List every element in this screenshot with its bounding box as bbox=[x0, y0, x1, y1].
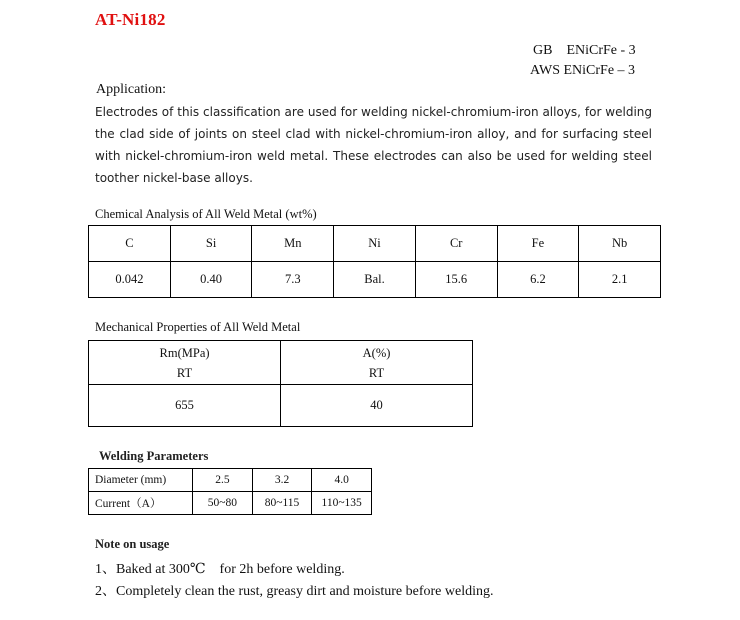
table-row bbox=[89, 492, 372, 515]
element-value: 15.6 bbox=[415, 262, 497, 298]
application-heading: Application: bbox=[96, 82, 166, 97]
element-header: Nb bbox=[579, 226, 661, 262]
element-value: 0.042 bbox=[89, 262, 171, 298]
welding-parameters-label: Welding Parameters bbox=[99, 449, 209, 463]
element-header: Mn bbox=[252, 226, 334, 262]
table-row bbox=[89, 341, 473, 385]
element-value: 0.40 bbox=[170, 262, 252, 298]
mechanical-properties-label: Mechanical Properties of All Weld Metal bbox=[95, 320, 301, 334]
current-value: 80~115 bbox=[252, 492, 312, 515]
chemical-analysis-table bbox=[88, 225, 661, 298]
note-item: 2、Completely clean the rust, greasy dirt and moisture before welding. bbox=[95, 584, 494, 599]
table-row bbox=[89, 469, 372, 492]
note-on-usage-label: Note on usage bbox=[95, 537, 170, 551]
row-label: Diameter (mm) bbox=[89, 469, 193, 492]
gb-label: GB bbox=[533, 43, 553, 58]
diameter-value: 4.0 bbox=[312, 469, 372, 492]
element-header: Cr bbox=[415, 226, 497, 262]
element-header: Ni bbox=[334, 226, 416, 262]
element-value: Bal. bbox=[334, 262, 416, 298]
application-text: Electrodes of this classification are used for welding nickel-chromium-iron alloys, for welding the clad side of joints on steel clad with nickel-chromium-iron alloy, and for surfacing steel with nickel-chromium-iron weld metal. These electrodes can also be used for welding steel toother nickel-base alloys. bbox=[95, 105, 652, 185]
property-header bbox=[89, 341, 281, 385]
diameter-value: 3.2 bbox=[252, 469, 312, 492]
table-row bbox=[89, 262, 661, 298]
property-condition: RT bbox=[368, 365, 385, 380]
product-title: AT-Ni182 bbox=[95, 10, 166, 29]
property-condition: RT bbox=[176, 365, 193, 380]
element-value: 2.1 bbox=[579, 262, 661, 298]
mechanical-properties-table bbox=[88, 340, 473, 427]
element-value: 6.2 bbox=[497, 262, 579, 298]
property-name: Rm(MPa) bbox=[159, 345, 210, 360]
gb-standard bbox=[533, 41, 650, 61]
property-name: A(%) bbox=[362, 345, 391, 360]
welding-parameters-table bbox=[88, 468, 372, 515]
element-header: C bbox=[89, 226, 171, 262]
note-item: 1、Baked at 300℃ for 2h before welding. bbox=[95, 562, 345, 577]
current-value: 50~80 bbox=[193, 492, 253, 515]
table-row bbox=[89, 385, 473, 427]
element-value: 7.3 bbox=[252, 262, 334, 298]
property-value: 40 bbox=[281, 385, 473, 427]
diameter-value: 2.5 bbox=[193, 469, 253, 492]
element-header: Si bbox=[170, 226, 252, 262]
aws-label: AWS bbox=[530, 63, 560, 78]
chemical-analysis-label: Chemical Analysis of All Weld Metal (wt%) bbox=[95, 207, 317, 221]
element-header: Fe bbox=[497, 226, 579, 262]
property-value: 655 bbox=[89, 385, 281, 427]
row-label: Current（A） bbox=[89, 492, 193, 515]
aws-standard bbox=[530, 61, 650, 81]
current-value: 110~135 bbox=[312, 492, 372, 515]
aws-value: ENiCrFe – 3 bbox=[563, 63, 636, 78]
property-header bbox=[281, 341, 473, 385]
gb-value: ENiCrFe - 3 bbox=[566, 43, 636, 58]
table-row bbox=[89, 226, 661, 262]
